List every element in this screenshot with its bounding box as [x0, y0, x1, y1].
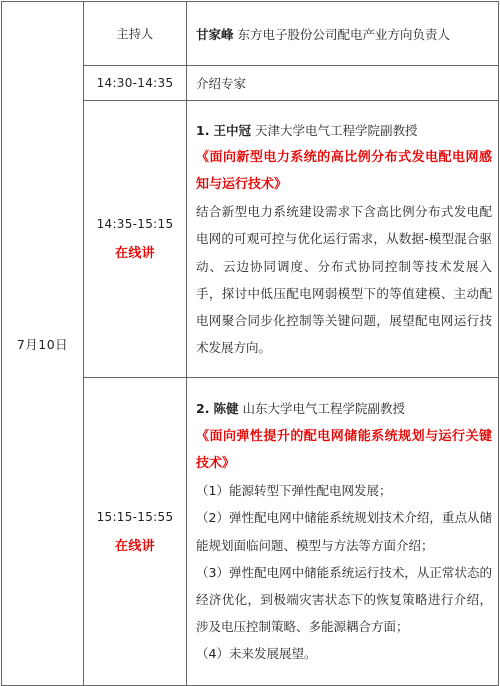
host-row [2, 2, 499, 66]
talk-1-title: 《面向新型电力系统的高比例分布式发电配电网感知与运行技术》 [196, 149, 492, 192]
date-cell: 7月10日 [2, 2, 84, 686]
host-name: 甘家峰 [196, 26, 234, 42]
intro-text: 介绍专家 [187, 66, 499, 101]
talk-2-point: （4）未来发展展望。 [196, 646, 317, 662]
talk-1-speaker: 王中冠 [213, 122, 251, 138]
talk-2-time-cell [84, 378, 187, 686]
talk-2-point: （1）能源转型下弹性配电网发展； [196, 483, 392, 499]
talk-1-time: 14:35-15:15 [96, 217, 174, 231]
schedule-table [1, 1, 499, 686]
host-cell [187, 2, 499, 66]
talk-2-title: 《面向弹性提升的配电网储能系统规划与运行关键技术》 [196, 428, 492, 471]
talk-2-content [187, 378, 499, 686]
talk-2-speaker-line [196, 395, 492, 422]
host-affiliation: 东方电子股份公司配电产业方向负责人 [237, 26, 451, 42]
talk-2-affiliation: 山东大学电气工程学院副教授 [242, 401, 405, 417]
talk-2-index: 2. [196, 401, 210, 417]
talk-2-point: （3）弹性配电网中储能系统运行技术，从正常状态的经济优化，到极端灾害状态下的恢复策略进行介绍，涉及电压控制策略、多能源耦合方面； [196, 564, 492, 635]
intro-time: 14:30-14:35 [84, 66, 187, 101]
talk-2-point: （2）弹性配电网中储能系统规划技术介绍，重点从储能规划面临问题、模型与方法等方面介绍； [196, 510, 492, 553]
talk-1-affiliation: 天津大学电气工程学院副教授 [254, 122, 418, 138]
talk-2-time: 15:15-15:55 [96, 509, 174, 524]
talk-2-speaker: 陈健 [213, 401, 239, 417]
talk-1-speaker-line [196, 117, 492, 144]
talk-1-mode: 在线讲 [115, 246, 155, 261]
talk-1-body: 结合新型电力系统建设需求下含高比例分布式发电配电网的可观可控与优化运行需求，从数据-模型混合驱动、云边协同调度、分布式协同控制等技术发展入手，探讨中低压配电网弱模型下的等值建模、主动配电网聚合同步化控制等关键问题，展望配电网运行技术发展方向。 [196, 204, 492, 356]
host-label: 主持人 [84, 2, 187, 66]
talk-1-index: 1. [196, 122, 210, 138]
talk-2-mode: 在线讲 [115, 538, 155, 554]
talk-1-content [187, 101, 499, 378]
talk-1-time-cell [84, 101, 187, 378]
